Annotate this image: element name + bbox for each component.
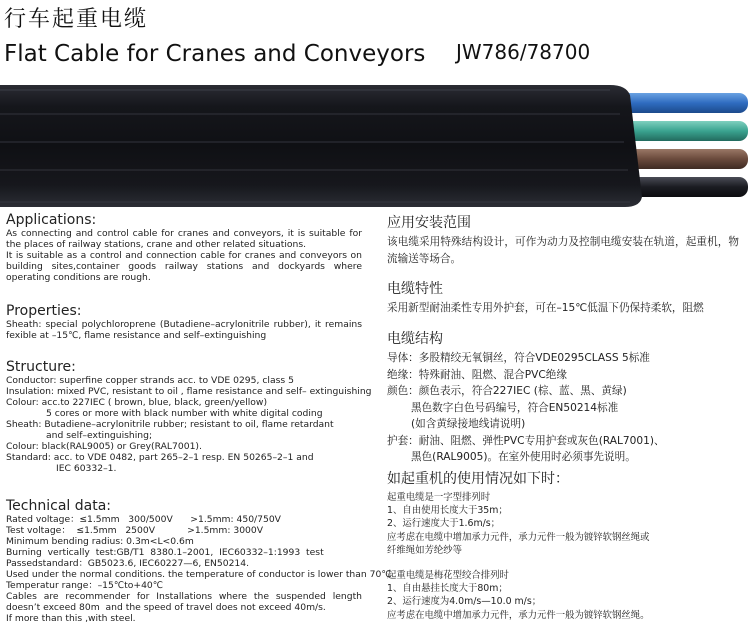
conductor-temperature: Used under the normal conditions. the temperature of conductor is lower than 70℃	[6, 569, 392, 580]
usage-line: 应考虑在电缆中增加承力元件，承力元件一般为镀锌软钢丝绳或	[387, 531, 650, 543]
structure-line: Standard: acc. to VDE 0482, part 265–2–1 resp. EN 50265–2–1 and	[6, 452, 314, 463]
applications-section	[6, 212, 362, 283]
install-heading: 应用安装范围	[387, 215, 471, 231]
properties-text: Sheath: special polychloroprene (Butadiene–acrylonitrile rubber), it remains fexible at –15℃, flame resistance and self–extinguishing	[6, 319, 362, 341]
structure-line: and self–extinguishing;	[46, 430, 153, 441]
traits-heading: 电缆特性	[387, 281, 443, 297]
rated-voltage: Rated voltage：≤1.5mm 300/500V >1.5mm: 450/750V	[6, 514, 281, 525]
test-voltage: Test voltage： ≤1.5mm 2500V >1.5mm: 3000V	[6, 525, 264, 536]
page-title-en: Flat Cable for Cranes and Conveyors	[4, 41, 426, 67]
usage-line: 1、自由使用长度大于35m；	[387, 505, 508, 517]
applications-text-1: As connecting and control cable for cranes and conveyors, it is suitable for the places of railway stations, crane and other related situations.	[6, 228, 362, 250]
usage-line: 起重电缆是梅花型绞合排列时	[387, 570, 509, 582]
passed-standard: Passedstandard：GB5023.6, IEC60227—6, EN50214.	[6, 558, 250, 569]
usage-line: 纤维绳如芳纶纱等	[387, 544, 463, 556]
traits-text: 采用新型耐油柔性专用外护套，可在–15℃低温下仍保持柔软，阻燃	[387, 302, 704, 314]
structure-line: Colour: black(RAL9005) or Grey(RAL7001).	[6, 441, 202, 452]
cable-illustration	[0, 81, 748, 211]
install-text: 该电缆采用特殊结构设计，可作为动力及控制电缆安装在轨道，起重机，物流输送等场合。	[387, 236, 739, 265]
structure-heading: Structure:	[6, 359, 76, 375]
structure-line: Colour: acc.to 227IEC ( brown, blue, black, green/yellow)	[6, 397, 268, 408]
structure-line: Insulation: mixed PVC, resistant to oil , flame resistance and self– extinguishing	[6, 386, 372, 397]
cn-structure-line: 黑色数字白色号码编号，符合EN50214标准	[411, 401, 619, 414]
page-title-cn: 行车起重电缆	[4, 7, 149, 32]
flat-cable-image	[0, 81, 748, 211]
burning-test: Burning vertically test:GB/T1 8380.1–2001, IEC60332–1:1993 test	[6, 547, 324, 558]
usage-section	[387, 468, 739, 622]
temperature-range: Temperatur range：–15℃to+40℃	[6, 580, 164, 591]
technical-heading: Technical data:	[6, 498, 111, 514]
usage-line: 应考虑在电缆中增加承力元件，承力元件一般为镀锌软钢丝绳。	[387, 609, 650, 621]
usage-line: 1、自由悬挂长度大于80m；	[387, 583, 508, 595]
applications-heading: Applications:	[6, 212, 97, 228]
cn-structure-line: 黑色(RAL9005)。在室外使用时必须事先说明。	[411, 451, 636, 463]
cn-structure-line: 颜色：颜色表示，符合227IEC (棕、蓝、黑、黄绿)	[387, 385, 627, 397]
structure-line: 5 cores or more with black number with white digital coding	[46, 408, 323, 419]
traits-section	[387, 278, 739, 317]
install-section	[387, 212, 739, 267]
cn-structure-line: (如含黄绿接地线请说明)	[411, 418, 526, 430]
cn-structure-heading: 电缆结构	[387, 331, 443, 347]
applications-text-2: It is suitable as a control and connection cable for cranes and conveyors on building sites,container goods railway stations and dockyards where operating conditions are rough.	[6, 250, 362, 283]
technical-section	[6, 498, 392, 624]
structure-section	[6, 359, 372, 474]
cn-structure-line: 护套：耐油、阻燃、弹性PVC专用护套或灰色(RAL7001)、	[387, 434, 665, 447]
structure-line: IEC 60332–1.	[56, 463, 117, 474]
structure-line: Sheath: Butadiene–acrylonitrile rubber; resistant to oil, flame retardant	[6, 419, 334, 430]
bending-radius: Minimum bending radius: 0.3m<L<0.6m	[6, 536, 194, 547]
model-number: JW786/78700	[456, 40, 591, 64]
properties-heading: Properties:	[6, 303, 82, 319]
cable-sheath	[0, 85, 642, 207]
usage-line: 2、运行速度大于1.6m/s；	[387, 518, 501, 530]
usage-heading: 如起重机的使用情况如下时：	[387, 471, 569, 487]
installation-recommendation: Cables are recommender for Installations where the suspended length doesn’t exceed 80m and the speed of travel does not exceed 40m/s.	[6, 591, 365, 613]
cn-structure-line: 导体：多股精绞无氧铜丝，符合VDE0295CLASS 5标准	[387, 352, 650, 364]
cn-structure-section	[387, 328, 739, 466]
usage-line: 2、运行速度为4.0m/s—10.0 m/s；	[387, 596, 542, 608]
structure-line: Conductor: superfine copper strands acc. to VDE 0295, class 5	[6, 375, 294, 386]
usage-line: 起重电缆是一字型排列时	[387, 492, 491, 503]
cn-structure-line: 绝缘：特殊耐油、阻燃、混合PVC绝缘	[387, 368, 567, 381]
properties-section	[6, 303, 362, 341]
steel-note: If more than this ,with steel.	[6, 613, 136, 624]
